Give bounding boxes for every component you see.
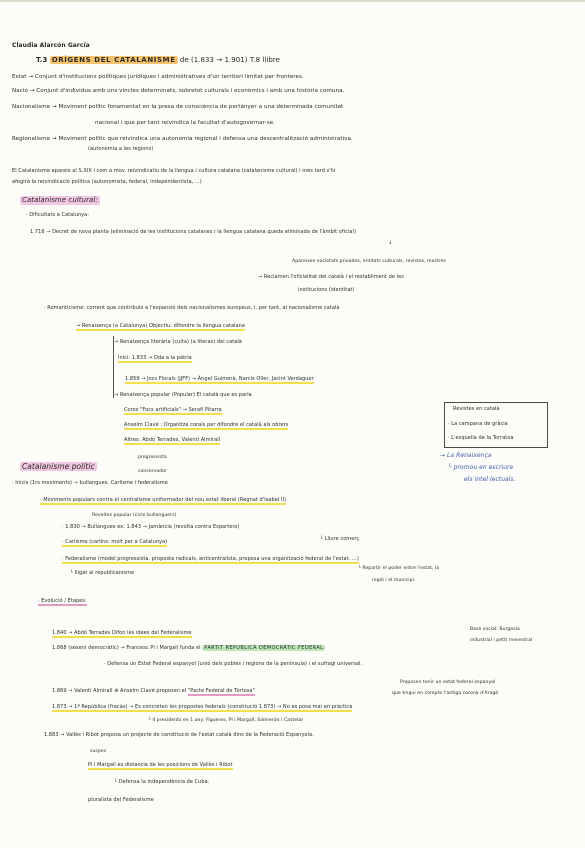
side-note-1: → La Renaixença [440,452,492,459]
title-prefix: T.3 [36,56,48,64]
evolucio-1873 [52,704,352,711]
politic-heading: Catalanisme polític [22,462,95,471]
evolucio-presidents: └ 4 presidents en 1 any: Figueres, Pi i Margall, Salmerón i Castelar [148,718,304,723]
revista-item-1: · La campana de gràcia [448,421,508,427]
moviments-text: · Moviments populars contra el centralisme uniformador del nou estat liberal (Regnat d'Isabel II) [40,497,286,503]
carlisme-text: · Carlisme (carlins: molt per a Catalunya) [62,539,168,545]
down-arrow: ↓ [388,240,393,246]
evolucio-pi-margall [88,762,233,769]
proposen-line-1: Proposen tenir un estat federal espanyol [400,680,496,685]
definition-regionalisme: Regionalisme → Moviment polític que reivindica una autonomia regional i defensa una descentralització administrativa. [12,136,353,142]
lligat-line: └ lligat al republicanisme [70,570,135,576]
renaixenca-popular: → Renaixença popular (Popular) El català que es parla [114,392,252,398]
page-title [36,56,280,65]
evolucio-cuba: └ Defensa la independència de Cuba. [114,779,210,785]
repartir-line-2: regió i el municipi. [372,578,416,583]
evolucio-1873-text: 1.873 → 1ª República (fracàs) → Es concreten les propostes federals (constitució 1.873) → No es posa mai en pràctica [52,704,353,710]
societats-line: Apareixen societats privades, entitats culturals, revistes, mostres [292,259,446,264]
jocs-florals-line [125,376,314,383]
evolucio-1869 [52,688,255,695]
side-note-3: els intel·lectuals. [464,476,516,483]
clave-text: Anselm Clavé : Organitza corals per difondre el català als obrers [124,422,289,428]
author-name: Claudia Alarcón García [12,42,90,49]
evolucio-1840-text: 1.840 → Abdó Terrades Difon les idees del Federalisme [52,630,192,636]
title-main: ORÍGENS DEL CATALANISME [51,56,176,64]
renaixenca-text: → Renaixença (a Catalunya) Objectiu: difondre la llengua catalana [76,323,245,329]
revoltes-label: Revoltes popular (cicle bullanguers) [92,513,177,518]
pacte-tortosa: "Pacte Federal de Tortosa" [187,688,255,694]
oda-patria: Inici: 1.833 → Oda a la pàtria [118,355,192,361]
evolucio-1868-text: 1.868 (sexeni democràtic) → Francesc Pi i Margall funda el [52,645,201,651]
altres-text: Altres: Abdó Terrades, Valentí Almirall [124,437,221,443]
cultural-difficulties: · Dificultats a Catalunya: [26,212,90,218]
renaixenca-line [76,323,245,330]
lliure-comerc: └ Lliure comerç [320,536,360,542]
carlisme-line [62,539,167,546]
definition-nacionalisme: Nacionalisme → Moviment polític fonamentat en la presa de consciència de pertànyer a una determinada comunitat [12,104,344,110]
proposen-line-2: que tingui en compte l'antiga corona d'Aragó [392,691,499,696]
federalisme-text: · Federalisme (model progressista, proposta radicals, anticentralista, proposa una organització federal de l'estat, ...) [62,556,359,562]
evolucio-1883-text: 1.883 → Vallès i Ribot proposa un projecte de constitució de l'estat català dins de la Federació Espanyola. [44,732,314,738]
coros-text: Coros "Focs artificials" → Serafí Pitarra [124,407,222,413]
title-suffix: de (1.833 → 1.901) T.8 llibre [179,56,281,64]
romanticisme-line: · Romanticisme: corrent que contribuïx a l'expansió dels nacionalismes europeus, i, per tant, al nacionalisme català [44,305,340,311]
side-note-2: └ promou en escriure [448,464,514,471]
definition-regionalisme-note: (autonomia a les regions) [88,146,154,152]
moviments-line [40,497,286,504]
page-edge [0,0,585,2]
revistes-title: Revistes en català [453,406,500,412]
base-social-2: industrial i petit menestral [470,638,533,643]
inicis-line: · Inicis (1rs moviments) → bullangues, Carlisme i federalisme [12,480,168,486]
definition-nacio: Nació → Conjunt d'individus amb uns vincles determinats, sobretot culturals i econòmics i amb una història comuna. [12,88,345,94]
intro-line-2: afegirà la reivindicació política (autonomista, federal, independentista, ...) [12,179,202,185]
evolucio-1869-text: 1.869 → Valentí Almirall ⊕ Anselm Clavé proposen el [52,688,187,694]
revistes-box [444,402,548,448]
evolucio-1840 [52,630,192,637]
definition-nacionalisme-cont: nacional i que per tant reivindica la facultat d'autogovernar-se. [95,120,275,126]
cultural-heading: Catalanisme cultural: [22,196,98,204]
evolucio-pi-margall-text: Pi i Margall es distancia de les posicions de Vallès i Ribot [88,762,233,768]
evolucio-text: · Evolució / Etapes: [38,598,87,604]
intro-line-1: El Catalanisme apareix al S.XIX i com a mov. reivindicatiu de la llengua i cultura catalana (catalanisme cultural) i més tard s'hi [12,168,336,174]
jocs-florals-text: 1.859 → Jocs Florals (JJFF) → Àngel Guimerà, Narcís Oller, Jacint Verdaguer [125,376,314,382]
conservador-label: conservador [138,469,168,474]
renaixenca-literaria: → Renaixença literària (culta) (a literas) del català [114,339,242,345]
evolucio-1868 [52,645,325,652]
partit-republica: PARTIT REPUBLICÀ DEMOCRÀTIC FEDERAL [204,645,324,651]
reclamen-line-2: institucions (identitat) [298,287,355,293]
evolucio-1883 [44,732,314,739]
altres-line [124,437,220,444]
evolucio-defensa: · Defensa un Estat Federal espanyol (unió dels pobles i regions de la península) i el sufragi universal. [104,661,363,667]
coros-line [124,407,222,414]
evolucio-pluralista: pluralista del Federalisme [88,797,154,803]
evolucio-heading [38,598,87,605]
renaixenca-inici [118,355,192,362]
suspes-label: suspes [90,749,107,754]
nova-planta-decree: 1.716 → Decret de nova planta (eliminació de les institucions catalanes i la llengua catalana queda eliminada de l'àmbit oficial) [30,229,356,235]
definition-estat: Estat → Conjunt d'institucions polítiques jurídiques i administratives d'un territori limitat per fronteres. [12,74,304,80]
progressista-label: progressista [138,455,167,460]
clave-line [124,422,288,429]
reclamen-line-1: → Reclamen l'oficialitat del català i el restabliment de les [258,274,404,280]
federalisme-line [62,556,359,563]
base-social-1: Base social: Burgesia [470,627,520,632]
repartir-line-1: └ Repartir el poder entre l'estat, la [358,566,440,571]
revista-item-2: · L'esquella de la Torratxa [448,435,514,441]
bullangues-line: · 1.830 → Bullangues ex: 1.843 → Jamància (revolta contra Espartero) [62,524,240,530]
